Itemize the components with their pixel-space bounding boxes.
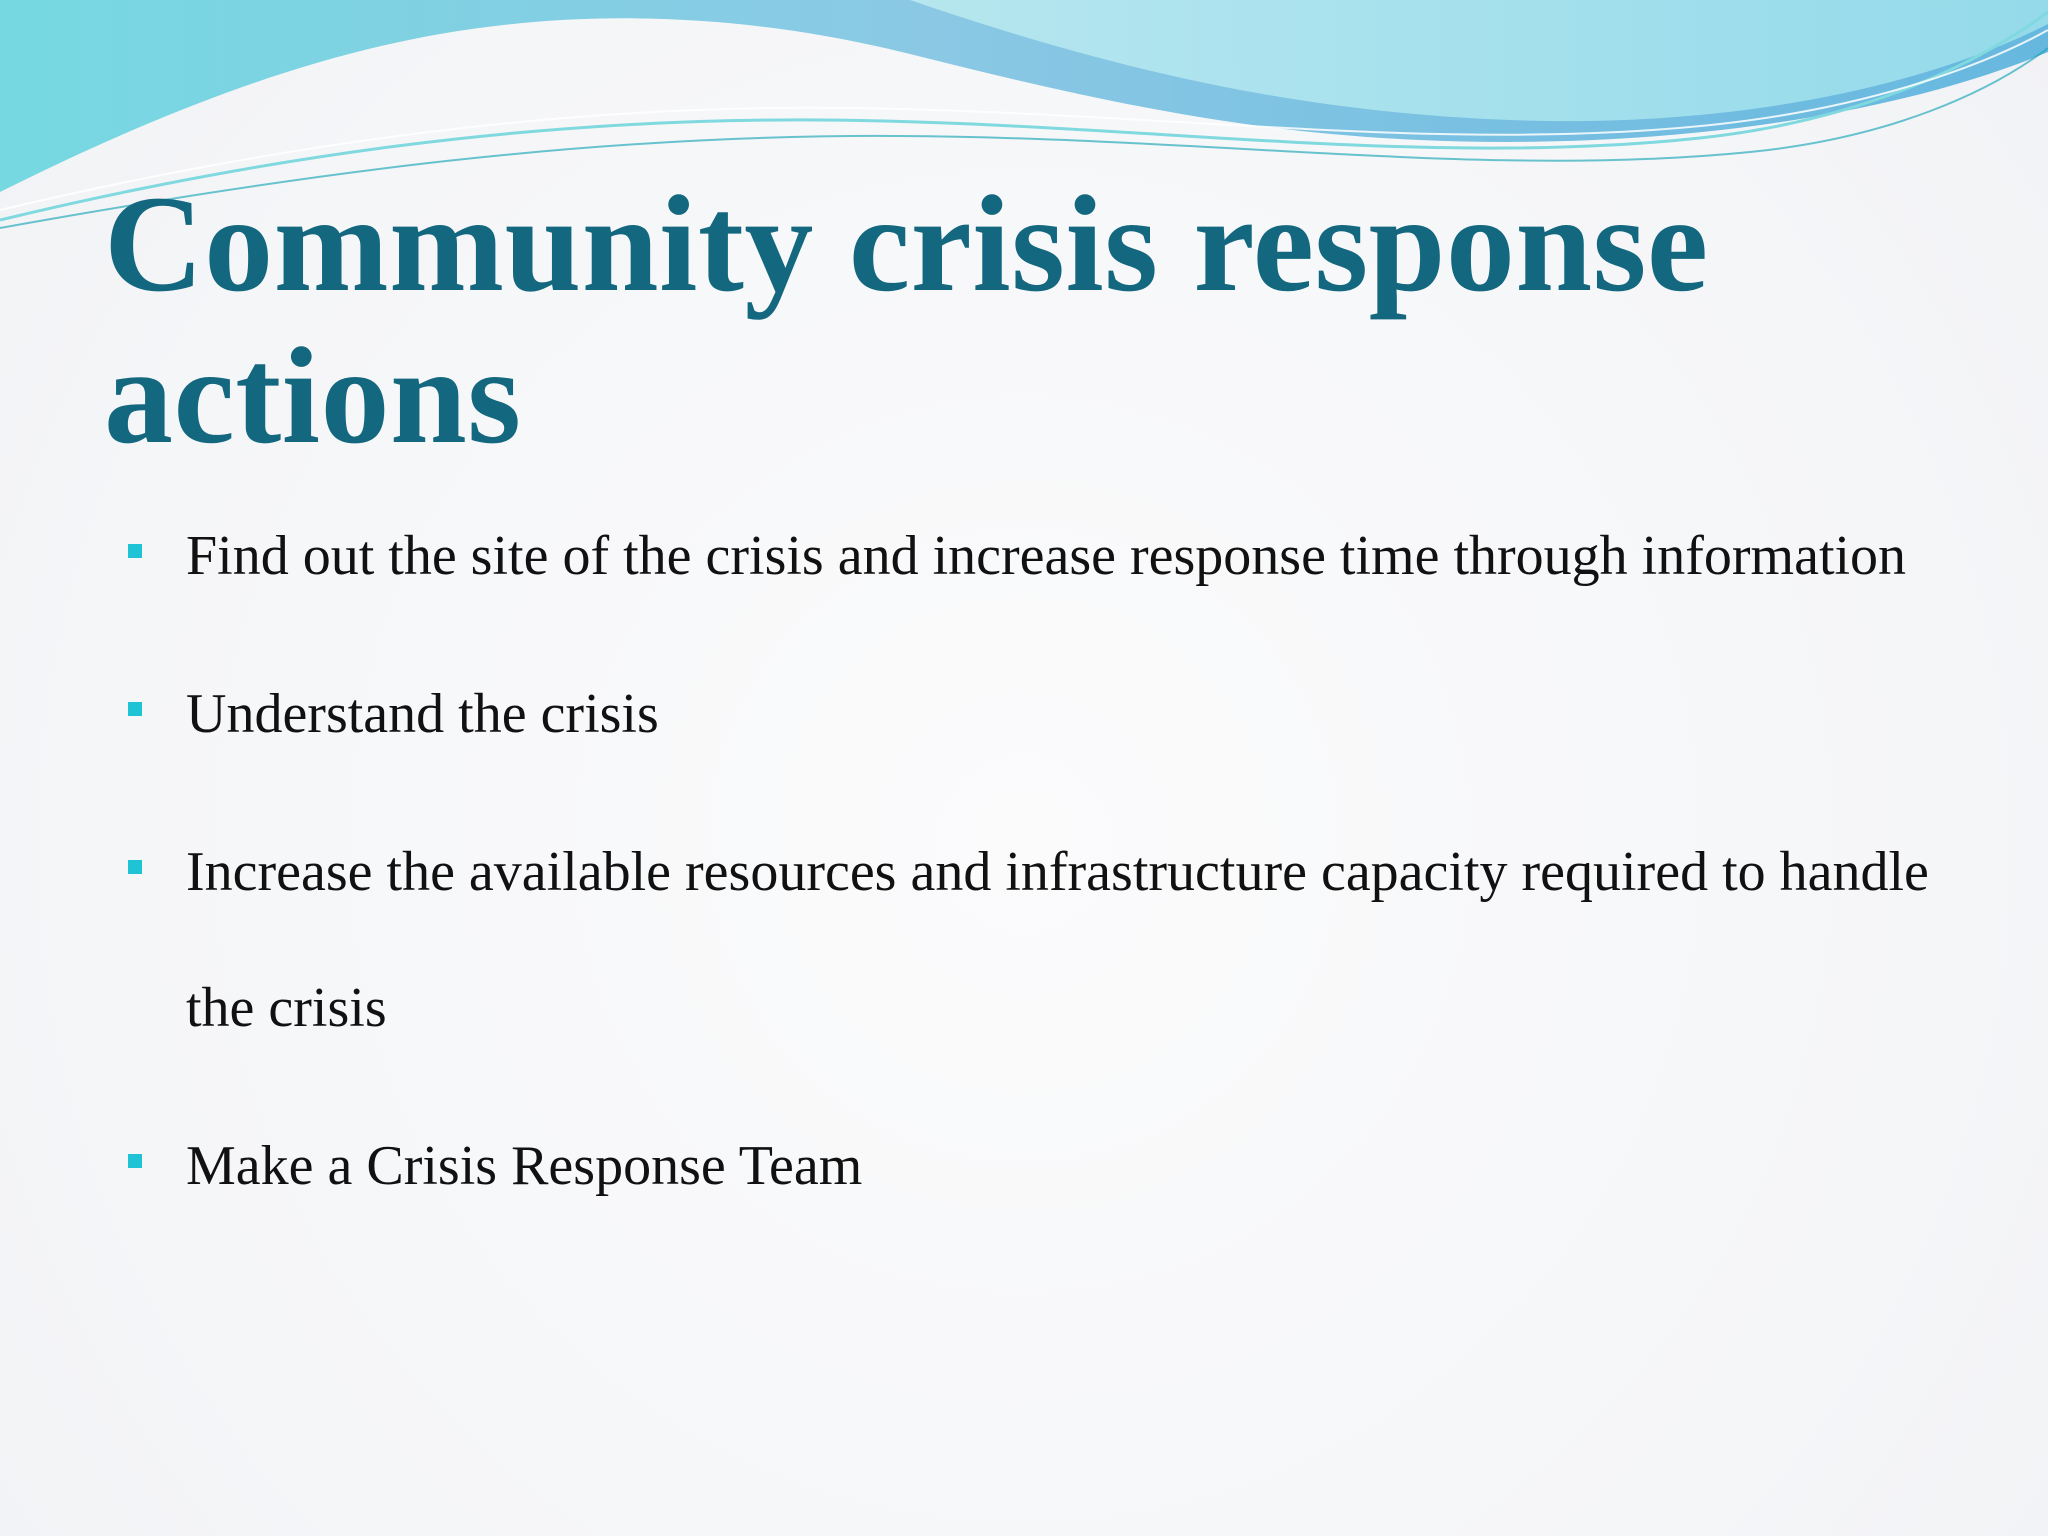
bullet-list — [124, 488, 1944, 1256]
square-bullet-icon — [128, 544, 142, 558]
slide-title: Community crisis response actions — [104, 167, 1709, 472]
square-bullet-icon — [128, 860, 142, 874]
bullet-item — [124, 1098, 1944, 1234]
bullet-text: Increase the available resources and infrastructure capacity required to handle the crisis — [186, 841, 1929, 1039]
square-bullet-icon — [128, 1154, 142, 1168]
bullet-item — [124, 646, 1944, 782]
bullet-item — [124, 488, 1944, 624]
square-bullet-icon — [128, 702, 142, 716]
bullet-text: Make a Crisis Response Team — [186, 1135, 863, 1197]
bullet-text: Understand the crisis — [186, 683, 659, 745]
bullet-item — [124, 804, 1944, 1076]
bullet-text: Find out the site of the crisis and increase response time through information — [186, 525, 1907, 587]
